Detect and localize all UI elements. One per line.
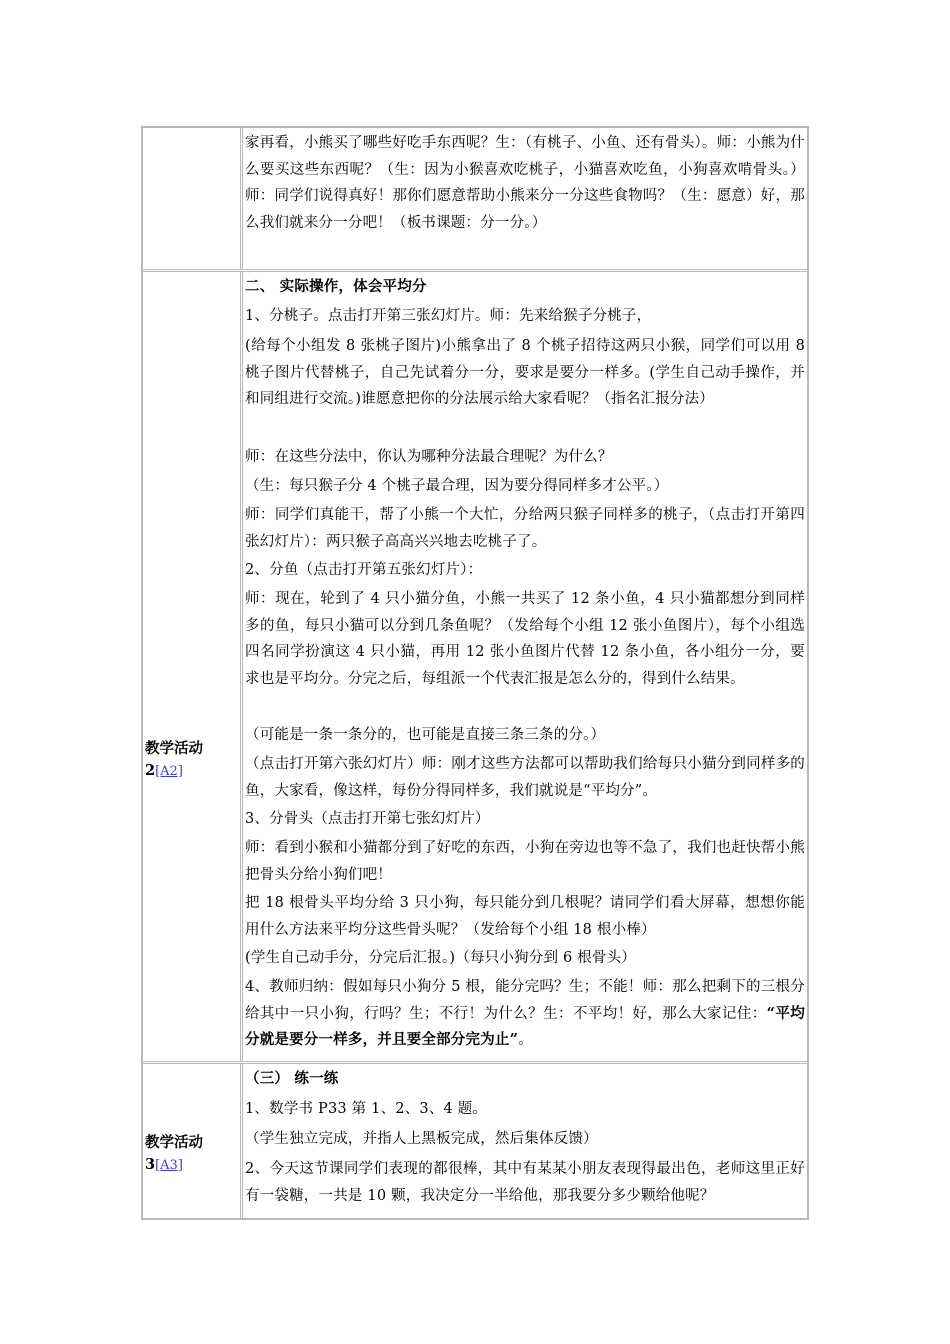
comment-link-a3[interactable]: [A3] [155,1158,183,1173]
lesson-table [141,126,809,1220]
summary-emphasis: “平均分就是要分一样多，并且要全部分完为止” [245,1004,805,1048]
row-content-cell [245,128,805,269]
paragraph: 把 18 根骨头平均分给 3 只小狗，每只能分到几根呢？请同学们看大屏幕，想想你能用什么方法来平均分这些骨头呢？（发给每个小组 18 根小棒） [245,895,805,938]
section-heading: 二、 实际操作，体会平均分 [245,278,427,295]
row-label-cell [143,272,243,1061]
paragraph: 师：现在，轮到了 4 只小猫分鱼，小熊一共买了 12 条小鱼，4 只小猫都想分到同样多的鱼，每只小猫可以分到几条鱼呢？（发给每个小组 12 张小鱼图片），每个小组选四名同学扮演这 4 只小猫，再用 12 张小鱼图片代替 12 条小鱼，各小组分一分，要求也是平均分。分完之后，每组派一个代表汇报是怎么分的，得到什么结果。 [245,591,805,687]
section-heading: （三） 练一练 [245,1070,339,1087]
paragraph: 师：同学们真能干，帮了小熊一个大忙，分给两只猴子同样多的桃子，（点击打开第四张幻灯片）：两只猴子高高兴兴地去吃桃子了。 [245,507,805,550]
paragraph: 师：在这些分法中，你认为哪种分法最合理呢？为什么？ [245,449,613,465]
row-label-cell [143,1064,243,1218]
row-content-cell [245,1064,805,1218]
activity-label [145,738,203,783]
summary-text: 4、教师归纳：假如每只小狗分 5 根，能分完吗？生；不能！师：那么把剩下的三根分给其中一只小狗，行吗？生；不行！为什么？生：不平均！好，那么大家记住： [245,979,805,1022]
paragraph [245,974,805,1054]
paragraph: （点击打开第六张幻灯片）师：刚才这些方法都可以帮助我们给每只小猫分到同样多的鱼，大家看，像这样，每份分得同样多，我们就说是“平均分”。 [245,756,805,799]
summary-end: 。 [518,1032,533,1048]
activity-label [145,1132,203,1177]
table-row [143,1061,807,1218]
paragraph: (学生自己动手分，分完后汇报。)（每只小狗分到 6 根骨头） [245,950,637,966]
paragraph: 1、数学书 P33 第 1、2、3、4 题。 [245,1101,488,1117]
row-content-cell [245,272,805,1061]
paragraph: 2、分鱼（点击打开第五张幻灯片）： [245,562,483,578]
activity-label-text: 教学活动 [145,740,203,757]
activity-number: 2 [145,762,156,779]
intro-paragraph: 家再看，小熊买了哪些好吃手东西呢？生：（有桃子、小鱼、还有骨头）。师：小熊为什么要买这些东西呢？（生：因为小猴喜欢吃桃子，小猫喜欢吃鱼，小狗喜欢啃骨头。）师：同学们说得真好！那你们愿意帮助小熊来分一分这些食物吗？（生：愿意）好，那么我们就来分一分吧！（板书课题：分一分。） [245,135,805,231]
paragraph: 3、分骨头（点击打开第七张幻灯片） [245,811,490,827]
paragraph: （可能是一条一条分的，也可能是直接三条三条的分。） [245,727,606,743]
comment-link-a2[interactable]: [A2] [155,764,183,779]
table-row [143,269,807,1061]
activity-label-text: 教学活动 [145,1134,203,1151]
paragraph: 2、今天这节课同学们表现的都很棒，其中有某某小朋友表现得最出色，老师这里正好有一袋糖，一共是 10 颗，我决定分一半给他，那我要分多少颗给他呢？ [245,1161,805,1204]
activity-number: 3 [145,1156,156,1173]
paragraph: （生：每只猴子分 4 个桃子最合理，因为要分得同样多才公平。） [245,478,669,494]
row-label-cell [143,128,243,269]
paragraph: 师：看到小猴和小猫都分到了好吃的东西，小狗在旁边也等不急了，我们也赶快帮小熊把骨头分给小狗们吧！ [245,840,805,883]
paragraph: （学生独立完成，并指人上黑板完成，然后集体反馈） [245,1131,598,1147]
paragraph: 1、分桃子。点击打开第三张幻灯片。师：先来给猴子分桃子， [245,308,652,324]
table-row [143,128,807,269]
paragraph: (给每个小组发 8 张桃子图片)小熊拿出了 8 个桃子招待这两只小猴，同学们可以用 8 桃子图片代替桃子，自己先试着分一分，要求是要分一样多。(学生自己动手操作，并和同组进行交流。)谁愿意把你的分法展示给大家看呢？（指名汇报分法） [245,338,805,407]
